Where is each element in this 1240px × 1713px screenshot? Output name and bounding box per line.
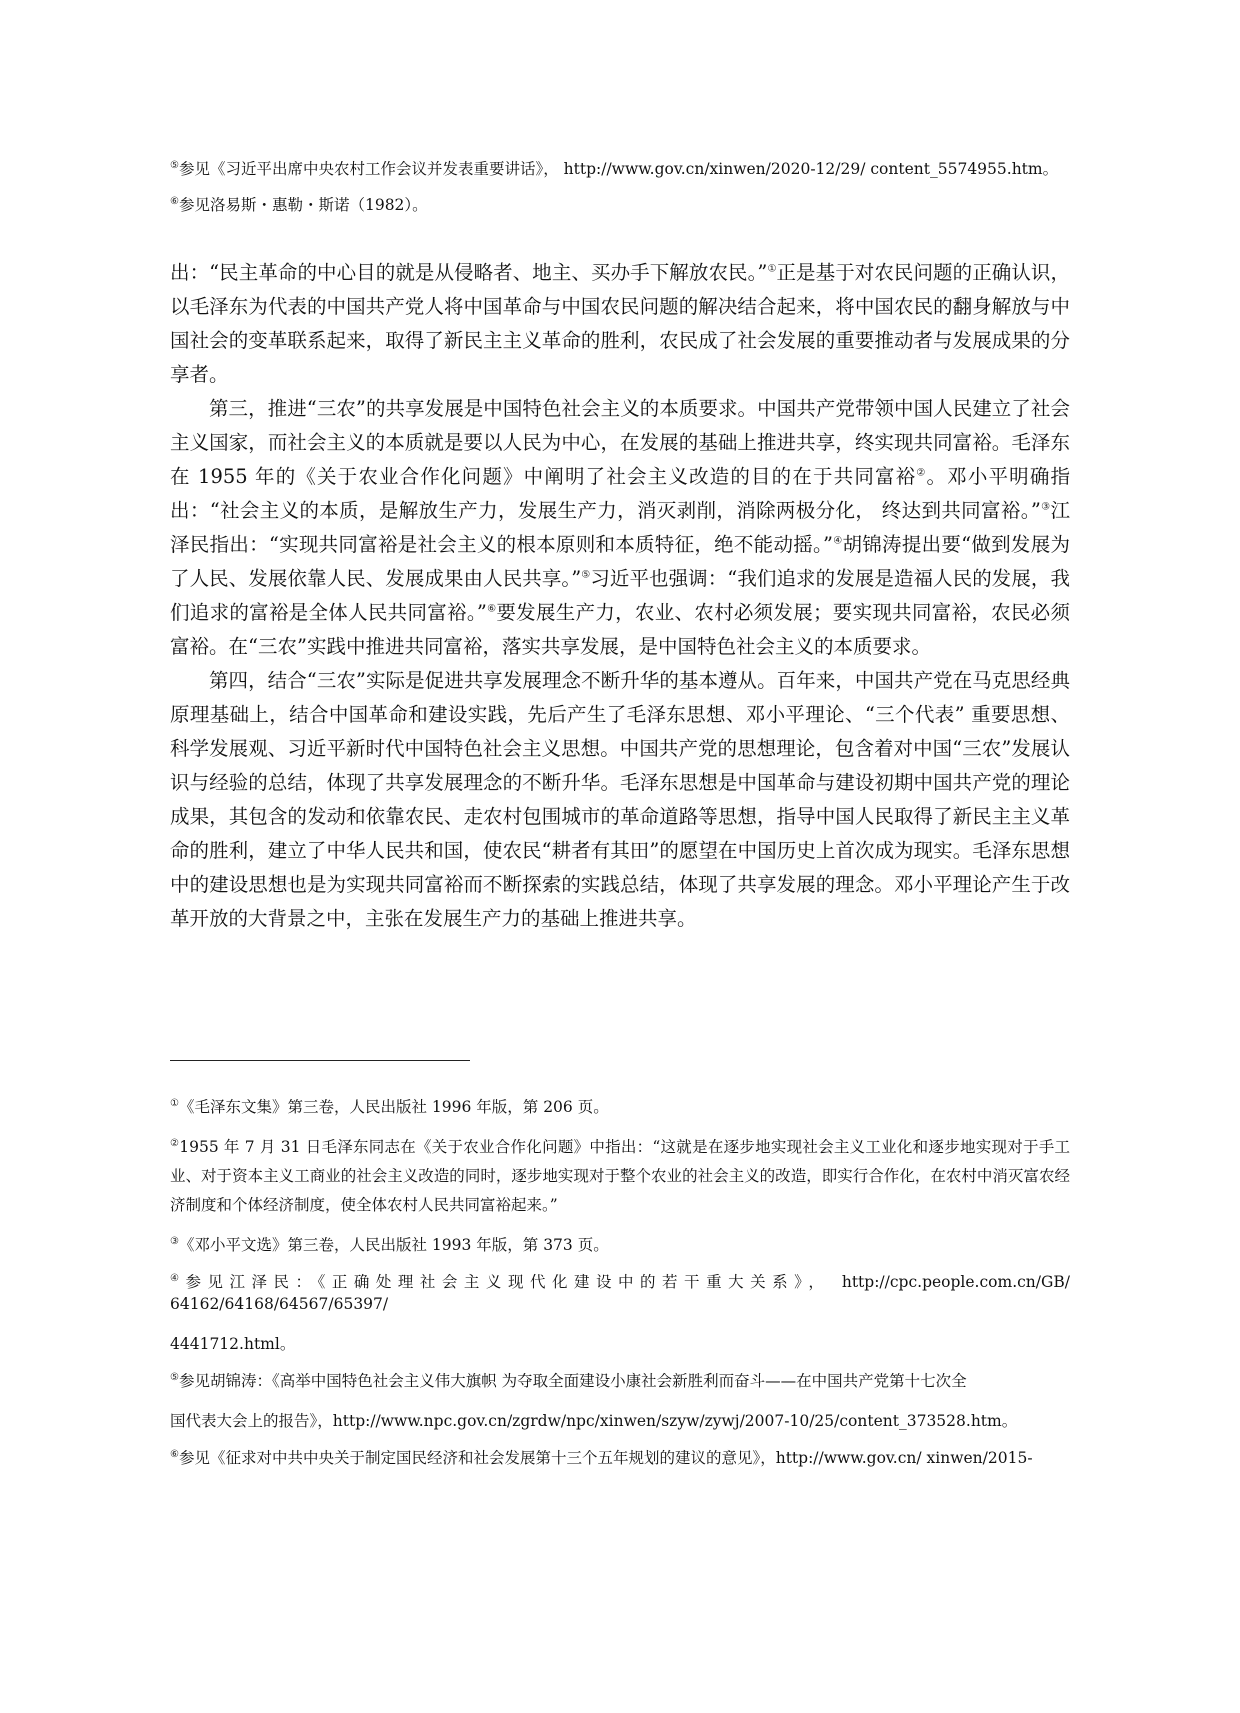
- footnote-text: 参见《习近平出席中央农村工作会议并发表重要讲话》， http://www.gov.cn/xinwen/2020-12/29/ content_5574955.htm。: [178, 160, 1059, 178]
- footnote-marker: ①: [170, 1097, 179, 1109]
- footnote-2: ②1955 年 7 月 31 日毛泽东同志在《关于农业合作化问题》中指出：“这就是在逐步地实现社会主义工业化和逐步地实现对于手工业、对于资本主义工商业的社会主义改造的同时，逐步地实现对于整个农业的社会主义的改造，即实行合作化，在农村中消灭富农经济制度和个体经济制度，使全体农村人民共同富裕起来。”: [170, 1137, 1070, 1214]
- footnote-marker: ⑥: [170, 195, 179, 207]
- carried-footnotes: [170, 158, 1070, 216]
- footnote-ref-6[interactable]: ⑥: [486, 603, 497, 615]
- footnote-marker: ⑥: [170, 1448, 179, 1460]
- footnote-5-bottom: ⑤参见胡锦涛：《高举中国特色社会主义伟大旗帜 为夺取全面建设小康社会新胜利而奋斗——在中国共产党第十七次全: [170, 1371, 967, 1390]
- footnote-marker: ⑤: [170, 159, 179, 171]
- body-text: [170, 256, 1070, 936]
- footnote-6: [170, 194, 1070, 216]
- footnote-ref-5[interactable]: ⑤: [581, 569, 591, 581]
- footnote-ref-3[interactable]: ③: [1040, 501, 1051, 513]
- paragraph-fourth: 第四，结合“三农”实际是促进共享发展理念不断升华的基本遵从。百年来，中国共产党在马克思经典原理基础上，结合中国革命和建设实践，先后产生了毛泽东思想、邓小平理论、“三个代表” 重要思想、科学发展观、习近平新时代中国特色社会主义思想。中国共产党的思想理论，包含着对中国“三农”发展认识与经验的总结，体现了共享发展理念的不断升华。毛泽东思想是中国革命与建设初期中国共产党的理论成果，其包含的发动和依靠农民、走农村包围城市的革命道路等思想，指导中国人民取得了新民主主义革命的胜利，建立了中华人民共和国，使农民“耕者有其田”的愿望在中国历史上首次成为现实。毛泽东思想中的建设思想也是为实现共同富裕而不断探索的实践总结，体现了共享发展的理念。邓小平理论产生于改革开放的大背景之中，主张在发展生产力的基础上推进共享。: [170, 669, 1070, 930]
- paragraph-continued: 出：“民主革命的中心目的就是从侵略者、地主、买办手下解放农民。”①正是基于对农民问题的正确认识，以毛泽东为代表的中国共产党人将中国革命与中国农民问题的解决结合起来，将中国农民的翻身解放与中国社会的变革联系起来，取得了新民主主义革命的胜利，农民成了社会发展的重要推动者与发展成果的分享者。: [170, 261, 1070, 386]
- footnote-separator: [170, 1060, 470, 1061]
- footnote-5-continued: 国代表大会上的报告》，http://www.npc.gov.cn/zgrdw/npc/xinwen/szyw/zywj/2007-10/25/content_373528.htm。: [170, 1412, 1018, 1430]
- footnote-ref-4[interactable]: ④: [832, 535, 843, 547]
- footnote-text: 参见洛易斯・惠勒・斯诺（1982）。: [178, 196, 428, 214]
- footnote-5: [170, 158, 1070, 180]
- footnote-marker: ④: [170, 1272, 186, 1284]
- footnote-1: ①《毛泽东文集》第三卷，人民出版社 1996 年版，第 206 页。: [170, 1097, 609, 1116]
- footnote-marker: ③: [170, 1235, 179, 1247]
- footnote-4: ④参见江泽民：《正确处理社会主义现代化建设中的若干重大关系》， http://cpc.people.com.cn/GB/ 64162/64168/64567/65397/: [170, 1272, 1071, 1313]
- footnote-4-continued: 4441712.html。: [170, 1335, 296, 1353]
- footnote-marker: ②: [170, 1137, 180, 1149]
- footnote-ref-2[interactable]: ②: [916, 467, 927, 479]
- footnote-3: ③《邓小平文选》第三卷，人民出版社 1993 年版，第 373 页。: [170, 1235, 609, 1254]
- footnote-marker: ⑤: [170, 1371, 179, 1383]
- footnotes: [170, 1093, 1070, 1480]
- footnote-6-bottom: ⑥参见《征求对中共中央关于制定国民经济和社会发展第十三个五年规划的建议的意见》，http://www.gov.cn/ xinwen/2015-: [170, 1448, 1033, 1467]
- footnote-ref-1[interactable]: ①: [767, 263, 777, 275]
- paragraph-third: 第三，推进“三农”的共享发展是中国特色社会主义的本质要求。中国共产党带领中国人民建立了社会主义国家，而社会主义的本质就是要以人民为中心，在发展的基础上推进共享，终实现共同富裕。毛泽东在 1955 年的《关于农业合作化问题》中阐明了社会主义改造的目的在于共同富裕②。邓小平明确指出：“社会主义的本质，是解放生产力，发展生产力，消灭剥削，消除两极分化， 终达到共同富裕。”③江泽民指出：“实现共同富裕是社会主义的根本原则和本质特征，绝不能动摇。”④胡锦涛提出要“做到发展为了人民、发展依靠人民、发展成果由人民共享。”⑤习近平也强调：“我们追求的发展是造福人民的发展，我们追求的富裕是全体人民共同富裕。”⑥要发展生产力，农业、农村必须发展；要实现共同富裕，农民必须富裕。在“三农”实践中推进共同富裕，落实共享发展，是中国特色社会主义的本质要求。: [170, 397, 1071, 658]
